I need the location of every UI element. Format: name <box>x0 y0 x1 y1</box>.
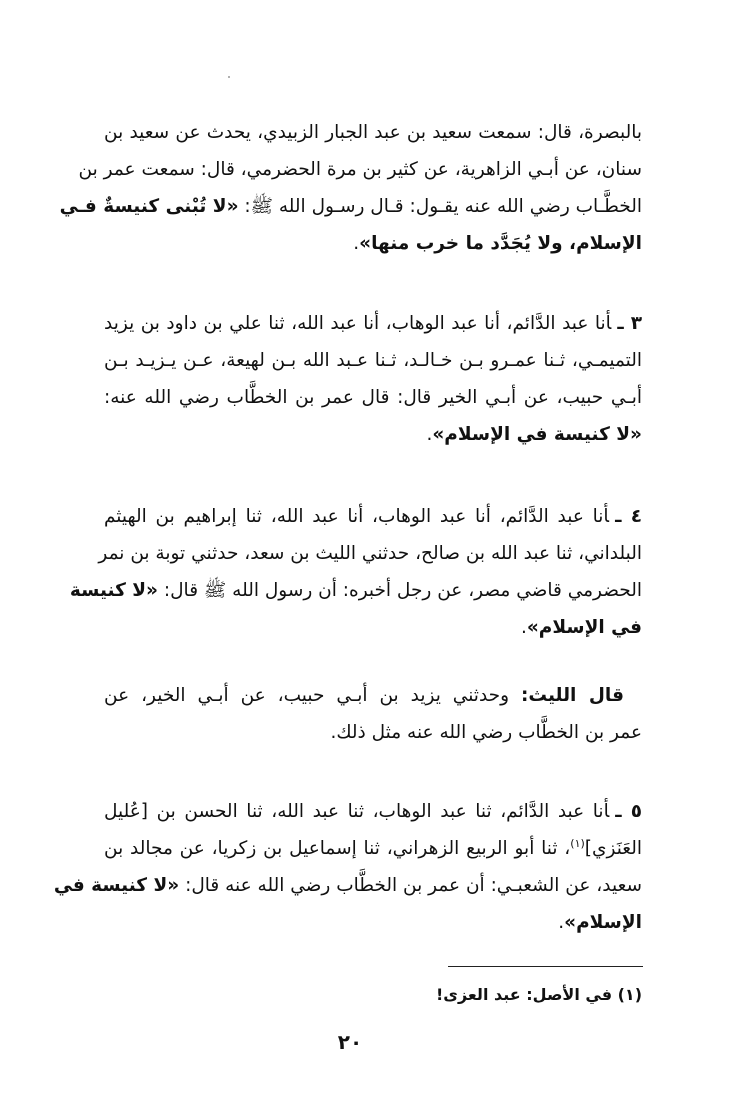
footnote-marker: (١) <box>570 836 585 850</box>
full-stop: . <box>426 424 433 445</box>
text-line <box>104 830 642 867</box>
footnote: (١) في الأصل: عبد العزى! <box>435 985 642 1004</box>
hadith-quote: في الإسلام» <box>526 617 642 638</box>
text-span: الحضرمي قاضي مصر، عن رجل أخبره: أن رسول الله ﷺ قال: <box>158 580 642 601</box>
hadith-quote: الإسلام، ولا يُجَدَّد ما خرب منها» <box>359 233 642 254</box>
scan-speck <box>228 76 230 78</box>
text-span: أنا عبد الدَّائم، أنا عبد الوهاب، أنا عبد الله، ثنا علي بن داود بن يزيد <box>104 313 612 334</box>
full-stop: . <box>353 233 360 254</box>
text-line <box>59 188 642 225</box>
text-line <box>104 609 642 646</box>
full-stop: . <box>520 617 527 638</box>
paragraph-hadith-5 <box>53 793 642 941</box>
paragraph-layth-note <box>104 677 642 751</box>
item-number: ٤ ـ <box>615 506 643 527</box>
text-span: وحدثني يزيد بن أبـي حبيب، عن أبـي الخير، عن <box>104 685 521 706</box>
text-line <box>104 677 642 714</box>
text-span: الخطَّـاب رضي الله عنه يقـول: قـال رسـول الله ﷺ: <box>238 196 642 217</box>
hadith-quote: الإسلام» <box>564 912 642 933</box>
full-stop: . <box>558 912 565 933</box>
item-number: ٥ ـ <box>615 801 642 822</box>
text-line: سنان، عن أبـي الزاهرية، عن كثير بن مرة الحضرمي، قال: سمعت عمر بن <box>78 159 642 180</box>
hadith-quote: «لا تُبْنى كنيسةٌ فـي <box>59 196 239 217</box>
text-line: التميمـي، ثـنا عمـرو بـن خـالـد، ثـنا عـبد الله بـن لهيعة، عـن يـزيـد بـن <box>104 350 642 371</box>
text-span: ، ثنا أبو الربيع الزهراني، ثنا إسماعيل بن زكريا، عن مجالد بن <box>104 838 571 859</box>
text-span: سعيد، عن الشعبـي: أن عمر بن الخطَّاب رضي الله عنه قال: <box>179 875 642 896</box>
text-line <box>104 305 642 342</box>
text-line <box>104 416 642 453</box>
hadith-quote: «لا كنيسة في الإسلام» <box>432 424 642 445</box>
text-line: عمر بن الخطَّاب رضي الله عنه مثل ذلك. <box>330 722 642 743</box>
item-number: ٣ ـ <box>617 313 643 334</box>
page-number: ٢٠ <box>337 1030 363 1054</box>
text-line <box>104 904 642 941</box>
paragraph-hadith-4 <box>69 498 643 646</box>
text-span: العَنَزي] <box>584 838 642 859</box>
text-line <box>53 867 642 904</box>
hadith-quote: «لا كنيسة في <box>53 875 180 896</box>
paragraph-continuation <box>59 114 642 262</box>
text-line <box>104 225 642 262</box>
text-line <box>69 572 642 609</box>
text-span: أنا عبد الدَّائم، ثنا عبد الوهاب، ثنا عبد الله، ثنا الحسن بن [عُليل <box>104 801 610 822</box>
text-line <box>104 793 642 830</box>
paragraph-hadith-3 <box>104 305 642 453</box>
text-line: أبـي حبيب، عن أبـي الخير قال: قال عمر بن الخطَّاب رضي الله عنه: <box>104 387 642 408</box>
text-line: بالبصرة، قال: سمعت سعيد بن عبد الجبار الزبيدي، يحدث عن سعيد بن <box>104 122 642 143</box>
text-line <box>104 498 642 535</box>
footnote-divider <box>448 966 643 967</box>
hadith-quote: «لا كنيسة <box>69 580 158 601</box>
text-span: أنا عبد الدَّائم، أنا عبد الوهاب، أنا عبد الله، ثنا إبراهيم بن الهيثم <box>104 506 610 527</box>
speaker-label: قال الليث: <box>520 685 624 706</box>
text-line: البلداني، ثنا عبد الله بن صالح، حدثني الليث بن سعد، حدثني توبة بن نمر <box>98 543 642 564</box>
